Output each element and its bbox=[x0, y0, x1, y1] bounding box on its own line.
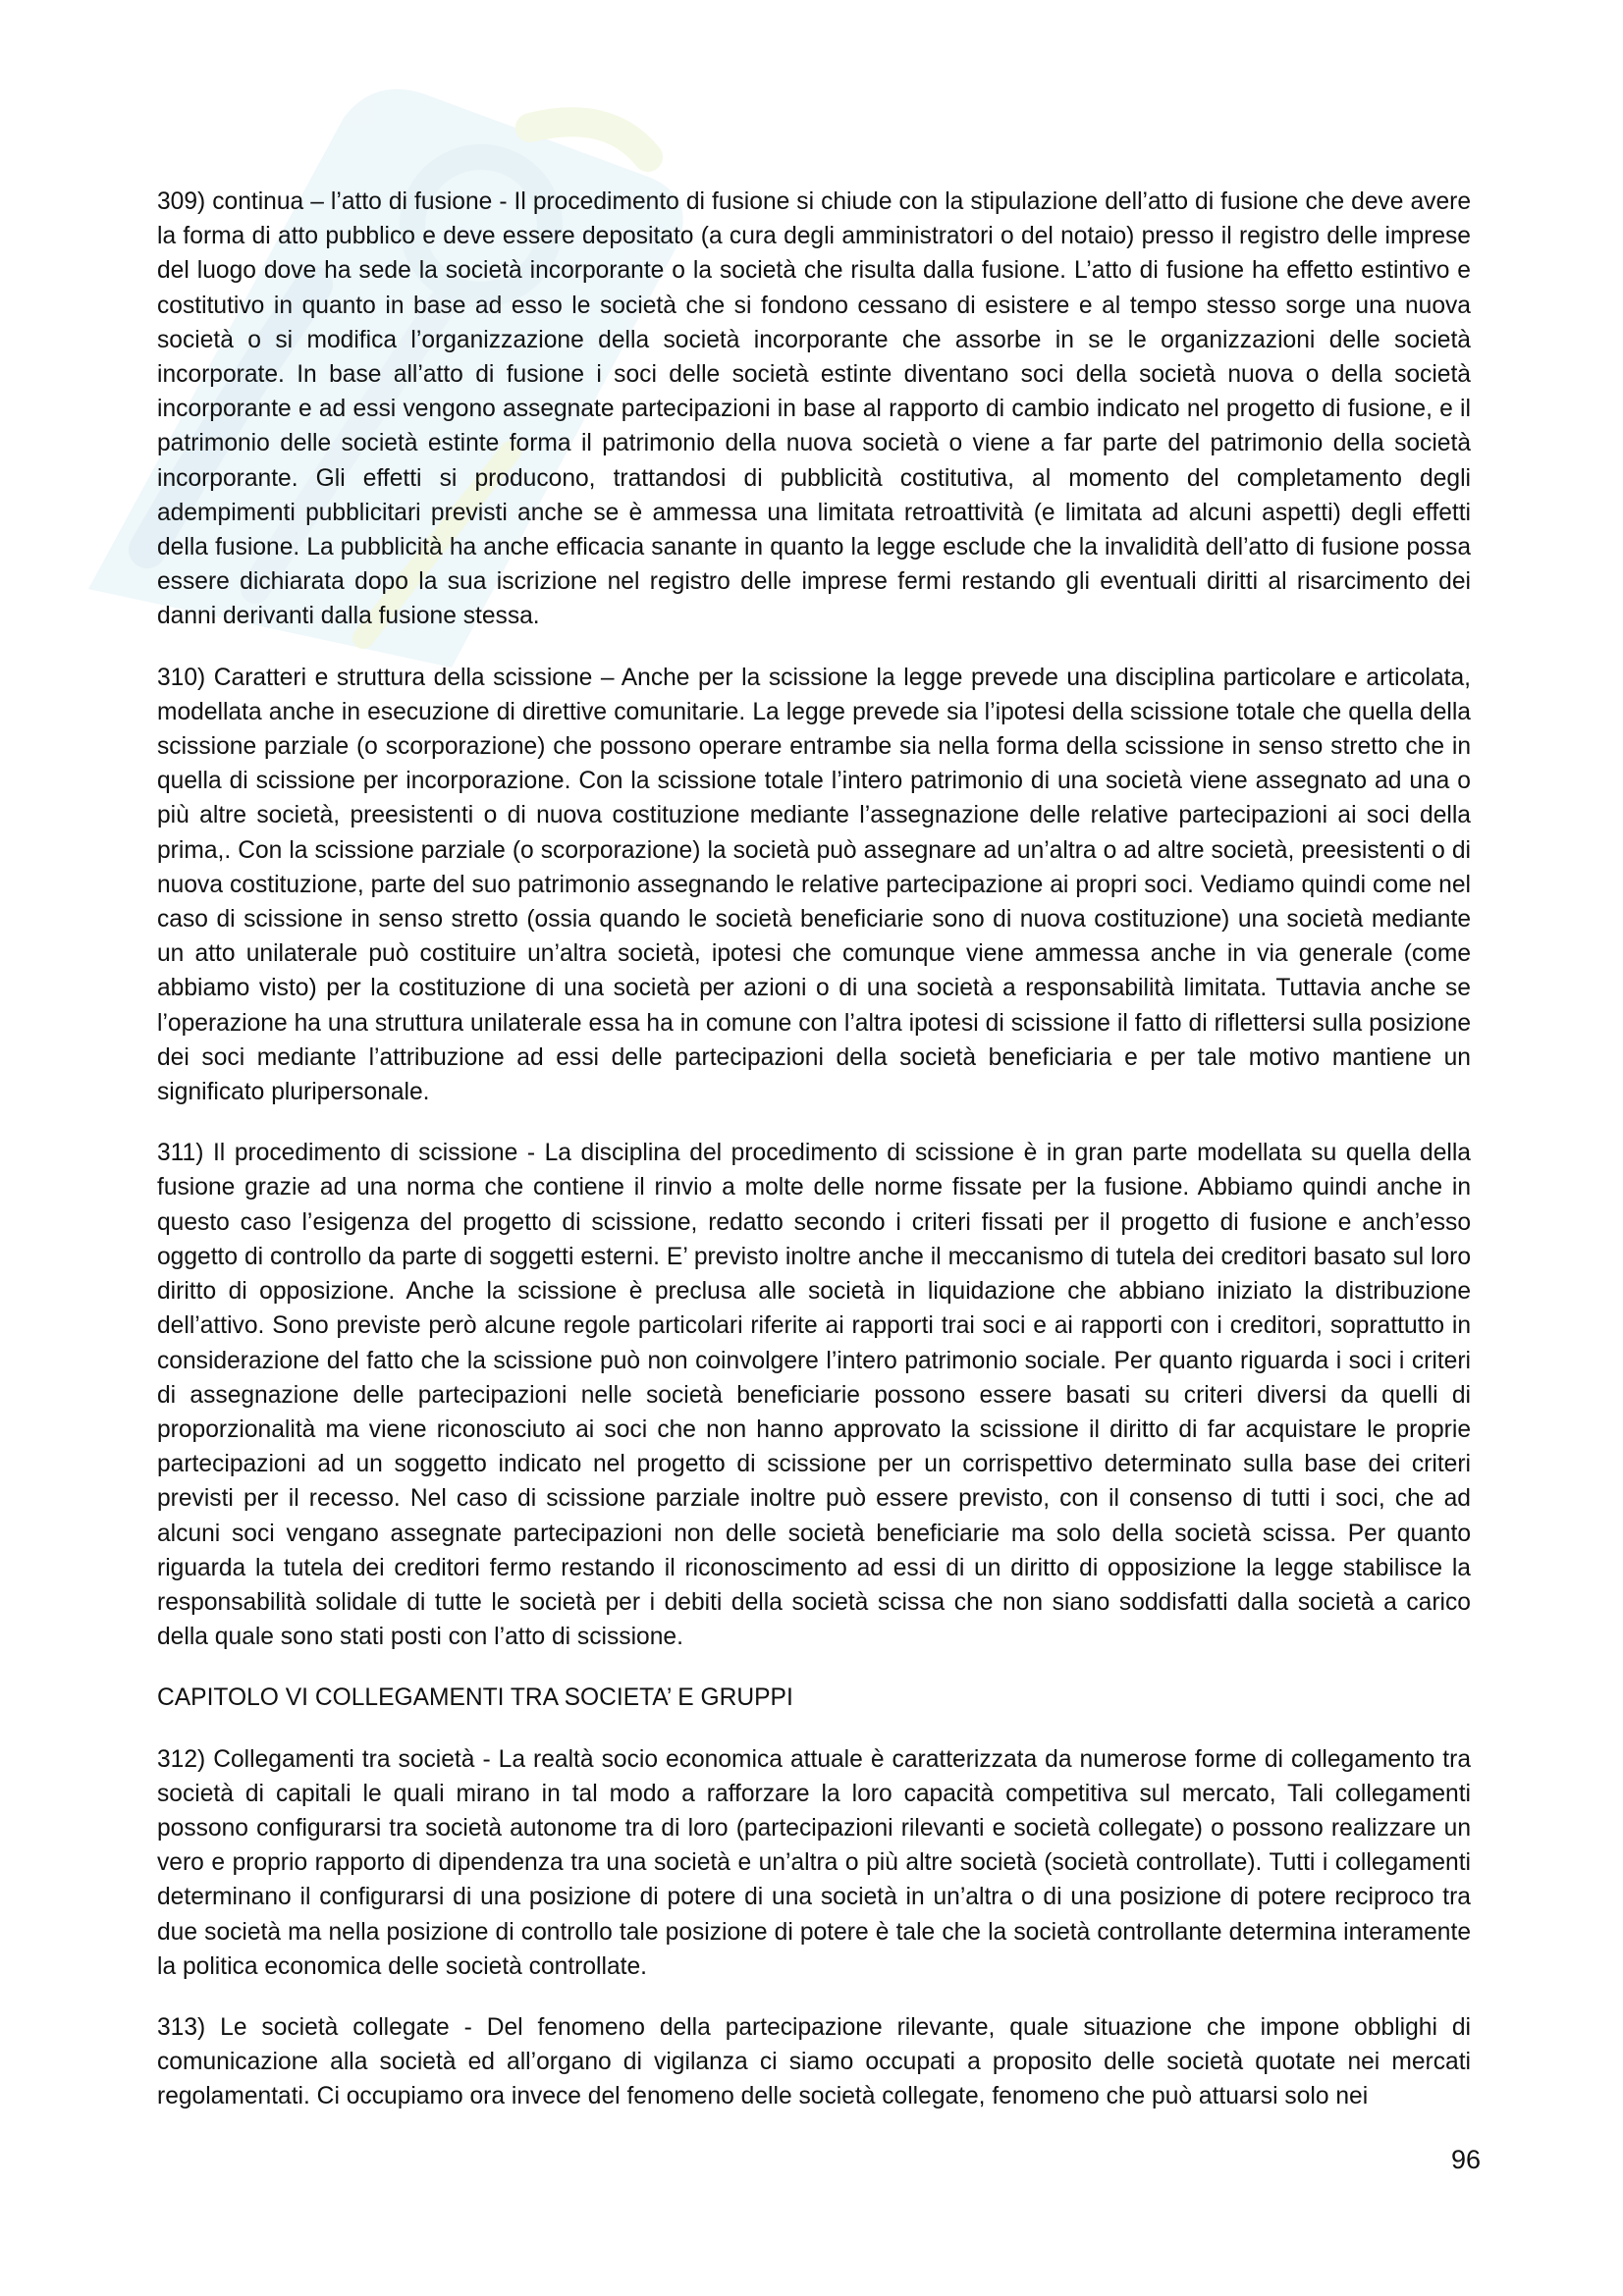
document-body bbox=[157, 185, 1471, 2141]
paragraph-311: 311) Il procedimento di scissione - La disciplina del procedimento di scissione è in gran parte modellata su quella della fusione grazie ad una norma che contiene il rinvio a molte delle norme fissate per la fusione. Abbiamo quindi anche in questo caso l’esigenza del progetto di scissione, redatto secondo i criteri fissati per il progetto di fusione e anch’esso oggetto di controllo da parte di soggetti esterni. E’ previsto inoltre anche il meccanismo di tutela dei creditori basato sul loro diritto di opposizione. Anche la scissione è preclusa alle società in liquidazione che abbiano iniziato la distribuzione dell’attivo. Sono previste però alcune regole particolari riferite ai rapporti trai soci e ai rapporti con i creditori, soprattutto in considerazione del fatto che la scissione può non coinvolgere l’intero patrimonio sociale. Per quanto riguarda i soci i criteri di assegnazione delle partecipazioni nelle società beneficiarie possono essere basati su criteri diversi da quelli di proporzionalità ma viene riconosciuto ai soci che non hanno approvato la scissione il diritto di far acquistare le proprie partecipazioni ad un soggetto indicato nel progetto di scissione per un corrispettivo determinato sulla base dei criteri previsti per il recesso. Nel caso di scissione parziale inoltre può essere previsto, con il consenso di tutti i soci, che ad alcuni soci vengano assegnate partecipazioni non delle società beneficiarie ma solo della società scissa. Per quanto riguarda la tutela dei creditori fermo restando il riconoscimento ad essi di un diritto di opposizione la legge stabilisce la responsabilità solidale di tutte le società per i debiti della società scissa che non siano soddisfatti dalla società a carico della quale sono stati posti con l’atto di scissione. bbox=[157, 1140, 1471, 1651]
paragraph-310: 310) Caratteri e struttura della scissione – Anche per la scissione la legge prevede una disciplina particolare e articolata, modellata anche in esecuzione di direttive comunitarie. La legge prevede sia l’ipotesi della scissione totale che quella della scissione parziale (o scorporazione) che possono operare entrambe sia nella forma della scissione in senso stretto che in quella di scissione per incorporazione. Con la scissione totale l’intero patrimonio di una società viene assegnato ad una o più altre società, preesistenti o di nuova costituzione mediante l’assegnazione delle relative partecipazioni ai soci della prima,. Con la scissione parziale (o scorporazione) la società può assegnare ad un’altra o ad altre società, preesistenti o di nuova costituzione, parte del suo patrimonio assegnando le relative partecipazione ai propri soci. Vediamo quindi come nel caso di scissione in senso stretto (ossia quando le società beneficiarie sono di nuova costituzione) una società mediante un atto unilaterale può costituire un’altra società, ipotesi che comunque viene ammessa anche in via generale (come abbiamo visto) per la costituzione di una società per azioni o di una società a responsabilità limitata. Tuttavia anche se l’operazione ha una struttura unilaterale essa ha in comune con l’altra ipotesi di scissione il fatto di riflettersi sulla posizione dei soci mediante l’attribuzione ad essi delle partecipazioni della società beneficiaria e per tale motivo mantiene un significato pluripersonale. bbox=[157, 664, 1471, 1106]
paragraph-313: 313) Le società collegate - Del fenomeno della partecipazione rilevante, quale situazione che impone obblighi di comunicazione alla società ed all’organo di vigilanza ci siamo occupati a proposito delle società quotate nei mercati regolamentati. Ci occupiamo ora invece del fenomeno delle società collegate, fenomeno che può attuarsi solo nei bbox=[157, 2013, 1471, 2110]
paragraph-312: 312) Collegamenti tra società - La realtà socio economica attuale è caratterizzata da numerose forme di collegamento tra società di capitali le quali mirano in tal modo a rafforzare la loro capacità competitiva sul mercato, Tali collegamenti possono configurarsi tra società autonome tra di loro (partecipazioni rilevanti e società collegate) o possono realizzare un vero e proprio rapporto di dipendenza tra una società e un’altra o più altre società (società controllate). Tutti i collegamenti determinano il configurarsi di una posizione di potere di una società in un’altra o di una posizione di potere reciproco tra due società ma nella posizione di controllo tale posizione di potere è tale che la società controllante determina interamente la politica economica delle società controllate. bbox=[157, 1745, 1471, 1980]
paragraph-309: 309) continua – l’atto di fusione - Il procedimento di fusione si chiude con la stipulazione dell’atto di fusione che deve avere la forma di atto pubblico e deve essere depositato (a cura degli amministratori o del notaio) presso il registro delle imprese del luogo dove ha sede la società incorporante o la società che risulta dalla fusione. L’atto di fusione ha effetto estintivo e costitutivo in quanto in base ad esso le società che si fondono cessano di esistere e al tempo stesso sorge una nuova società o si modifica l’organizzazione della società incorporante che assorbe in se le organizzazioni delle società incorporate. In base all’atto di fusione i soci delle società estinte diventano soci della società nuova o della società incorporante e ad essi vengono assegnate partecipazioni in base al rapporto di cambio indicato nel progetto di fusione, e il patrimonio delle società estinte forma il patrimonio della nuova società o viene a far parte del patrimonio della società incorporante. Gli effetti si producono, trattandosi di pubblicità costitutiva, al momento del completamento degli adempimenti pubblicitari previsti anche se è ammessa una limitata retroattività (e limitata ad alcuni aspetti) degli effetti della fusione. La pubblicità ha anche efficacia sanante in quanto la legge esclude che la invalidità dell’atto di fusione possa essere dichiarata dopo la sua iscrizione nel registro delle imprese fermi restando gli eventuali diritti al risarcimento dei danni derivanti dalla fusione stessa. bbox=[157, 188, 1471, 630]
chapter-heading: CAPITOLO VI COLLEGAMENTI TRA SOCIETA’ E GRUPPI bbox=[157, 1684, 793, 1712]
page-number: 96 bbox=[1450, 2145, 1481, 2174]
